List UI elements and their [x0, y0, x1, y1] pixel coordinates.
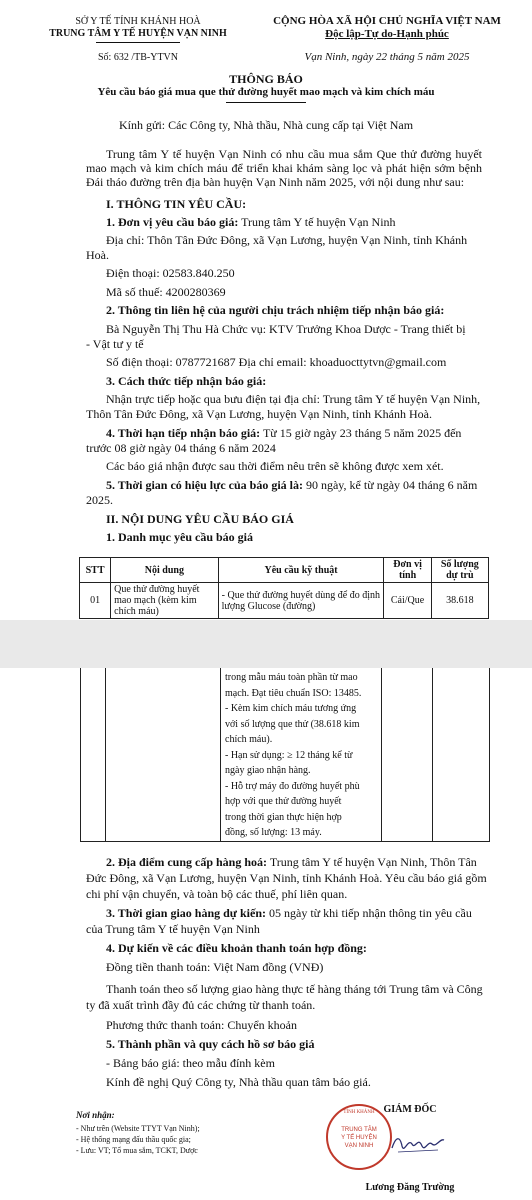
delivery-time-label: 3. Thời gian giao hàng dự kiến: [106, 906, 267, 920]
receive-line-1: Nhận trực tiếp hoặc qua bưu điện tại địa chỉ: Trung tâm Y tế huyện Vạn Ninh, [106, 392, 481, 406]
delivery-time-value: 05 ngày từ khi tiếp nhận thông tin yêu cầu [266, 906, 472, 920]
delivery-place-value: Trung tâm Y tế huyện Vạn Ninh, Thôn Tân [267, 855, 477, 869]
quote-form-line: - Bảng báo giá: theo mẫu đính kèm [106, 1056, 275, 1070]
delivery-place-line-1 [106, 855, 477, 870]
national-motto: Độc lập-Tự do-Hạnh phúc [325, 28, 449, 40]
col-header-content: Nội dung [111, 558, 219, 583]
price-request-table [79, 557, 489, 619]
delivery-place-label: 2. Địa điểm cung cấp hàng hoá: [106, 855, 268, 869]
contact-line-1: Bà Nguyễn Thị Thu Hà Chức vụ: KTV Trưởng Khoa Dược - Trang thiết bị [106, 322, 466, 336]
stamp-line: VẠN NINH [344, 1143, 374, 1149]
national-title: CỘNG HÒA XÃ HỘI CHỦ NGHĨA VIỆT NAM [273, 15, 501, 27]
spec-line: đồng, số lượng: 13 máy. [225, 827, 322, 838]
payment-line-2: ty đã xuất trình đầy đủ các chứng từ thanh toán. [86, 998, 316, 1012]
issue-date: Vạn Ninh, ngày 22 tháng 5 năm 2025 [304, 51, 470, 63]
tax-code-line: Mã số thuế: 4200280369 [106, 285, 226, 299]
validity-line-1 [106, 478, 477, 493]
spec-line: mạch. Đạt tiêu chuẩn ISO: 13485. [225, 687, 362, 699]
address-line-2: Hoà. [86, 248, 109, 262]
deadline-line-2: trước 08 giờ ngày 04 tháng 6 năm 2024 [86, 441, 276, 455]
col-header-spec: Yêu cầu kỹ thuật [218, 558, 384, 583]
signer-name: Lương Đăng Trường [365, 1182, 455, 1193]
stamp-center-text [328, 1126, 390, 1150]
table-row [80, 583, 489, 619]
document-number: Số: 632 /TB-YTVN [98, 52, 178, 63]
table-header-row [80, 558, 489, 583]
delivery-place-line-3: chi phí vận chuyển, và toàn bộ các thuế, phí liên quan. [86, 887, 348, 901]
agency-name: TRUNG TÂM Y TẾ HUYỆN VẠN NINH [49, 28, 227, 39]
delivery-place-line-2: Đức Đông, xã Vạn Lương, huyện Vạn Ninh, tỉnh Khánh Hoà. Yêu cầu báo giá gồm [86, 871, 487, 885]
payment-method-line: Phương thức thanh toán: Chuyển khoản [106, 1018, 297, 1032]
spec-line: chích máu). [225, 734, 273, 745]
document-page-2 [0, 668, 532, 1200]
delivery-time-line-1 [106, 906, 472, 921]
ministry-name: SỞ Y TẾ TỈNH KHÁNH HOÀ [75, 16, 201, 27]
spec-line: trong mẫu máu toàn phần từ mao [225, 672, 358, 683]
list-item: - Như trên (Website TTYT Vạn Ninh); [76, 1124, 200, 1133]
deadline-value: Từ 15 giờ ngày 23 tháng 5 năm 2025 đến [260, 426, 462, 440]
deadline-label: 4. Thời hạn tiếp nhận báo giá: [106, 426, 261, 440]
list-item: - Hệ thống mạng đấu thầu quốc gia; [76, 1135, 191, 1144]
spec-line: ngày giao nhận hàng. [225, 765, 311, 776]
receive-line-2: Thôn Tân Đức Đông, xã Vạn Lương, huyện Vạn Ninh, tỉnh Khánh Hoà. [86, 407, 432, 421]
payment-terms-heading: 4. Dự kiến về các điều khoản thanh toán hợp đồng: [106, 941, 367, 955]
subtitle-underline [226, 102, 306, 103]
cell-spec: - Que thử đường huyết dùng để đo định lượng Glucose (đường) [218, 583, 384, 619]
validity-value: 90 ngày, kể từ ngày 04 tháng 6 năm [302, 478, 478, 492]
address-line-1: Địa chỉ: Thôn Tân Đức Đông, xã Vạn Lương, huyện Vạn Ninh, tỉnh Khánh [106, 233, 468, 247]
col-header-stt: STT [80, 558, 111, 583]
price-list-heading: 1. Danh mục yêu cầu báo giá [106, 530, 254, 544]
contact-phone-email: Số điện thoại: 0787721687 Địa chỉ email: khoaduocttytvn@gmail.com [106, 355, 447, 369]
receive-method-heading: 3. Cách thức tiếp nhận báo giá: [106, 374, 267, 388]
late-submission-note: Các báo giá nhận được sau thời điểm nêu trên sẽ không được xem xét. [106, 459, 444, 473]
signature-image [388, 1130, 448, 1158]
spec-line: - Hạn sử dụng: ≥ 12 tháng kể từ [225, 749, 353, 761]
requester-label: 1. Đơn vị yêu cầu báo giá: [106, 215, 239, 229]
col-header-unit: Đơn vị tính [384, 558, 431, 583]
deadline-line-1 [106, 426, 461, 441]
contact-line-2: - Vật tư y tế [86, 337, 144, 351]
section-1-heading: I. THÔNG TIN YÊU CẦU: [106, 197, 247, 211]
list-item: - Lưu: VT; Tổ mua sắm, TCKT, Dược [76, 1146, 198, 1155]
stamp-line: TRUNG TÂM [341, 1127, 377, 1133]
spec-line: - Kèm kim chích máu tương ứng [225, 703, 357, 714]
cell-content: Que thử đường huyết mao mạch (kèm kim chích máu) [111, 583, 219, 619]
requester-value: Trung tâm Y tế huyện Vạn Ninh [238, 215, 396, 229]
stamp-ring-text: TỈNH KHÁNH [343, 1110, 375, 1115]
validity-label: 5. Thời gian có hiệu lực của báo giá là: [106, 478, 303, 492]
delivery-time-line-2: của Trung tâm Y tế huyện Vạn Ninh [86, 922, 260, 936]
table-col-divider [220, 668, 221, 841]
quote-dossier-heading: 5. Thành phần và quy cách hồ sơ báo giá [106, 1037, 315, 1051]
payment-line-1: Thanh toán theo số lượng giao hàng thực tế hàng tháng tới Trung tâm và Công [106, 982, 483, 996]
contact-heading: 2. Thông tin liên hệ của người chịu trách nhiệm tiếp nhận báo giá: [106, 303, 445, 317]
col-header-qty: Số lượng dự trù [431, 558, 488, 583]
spec-line: - Hỗ trợ máy đo đường huyết phù [225, 780, 360, 792]
phone-line: Điện thoại: 02583.840.250 [106, 266, 235, 280]
cell-unit: Cái/Que [384, 583, 431, 619]
stamp-line: Y TẾ HUYỆN [341, 1135, 377, 1141]
table-col-divider [105, 668, 106, 841]
currency-line: Đồng tiền thanh toán: Việt Nam đồng (VNĐ) [106, 960, 324, 974]
table-col-divider [381, 668, 382, 841]
table-continuation [80, 668, 490, 842]
signer-title: GIÁM ĐỐC [383, 1104, 437, 1115]
cell-stt: 01 [80, 583, 111, 619]
intro-paragraph: Trung tâm Y tế huyện Vạn Ninh có nhu cầu mua sắm Que thử đường huyết mao mạch và kim chích máu để triển khai khám sàng lọc và phát hiện sớm bệnh Đái tháo đường trên địa bàn huyện Vạn Ninh năm 2025, với nội dung như sau: [86, 147, 482, 189]
spec-line: trong thời gian thực hiện hợp [225, 811, 342, 823]
header-underline-left [96, 42, 180, 43]
document-subtitle: Yêu cầu báo giá mua que thử đường huyết mao mạch và kim chích máu [97, 86, 435, 98]
greeting: Kính gửi: Các Công ty, Nhà thầu, Nhà cung cấp tại Việt Nam [118, 118, 414, 132]
validity-line-2: 2025. [86, 493, 113, 507]
section-2-heading: II. NỘI DUNG YÊU CẦU BÁO GIÁ [106, 512, 294, 526]
table-col-divider [432, 668, 433, 841]
recipients-list [76, 1123, 200, 1156]
requester-line [106, 215, 396, 230]
closing-line: Kính đề nghị Quý Công ty, Nhà thầu quan tâm báo giá. [106, 1075, 371, 1089]
document-title: THÔNG BÁO [229, 72, 303, 86]
cell-qty: 38.618 [431, 583, 488, 619]
recipients-label: Nơi nhận: [76, 1110, 115, 1120]
spec-continuation [225, 670, 361, 841]
spec-line: với số lượng que thử (38.618 kim [225, 718, 360, 730]
spec-line: hợp với que thử đường huyết [225, 796, 342, 807]
